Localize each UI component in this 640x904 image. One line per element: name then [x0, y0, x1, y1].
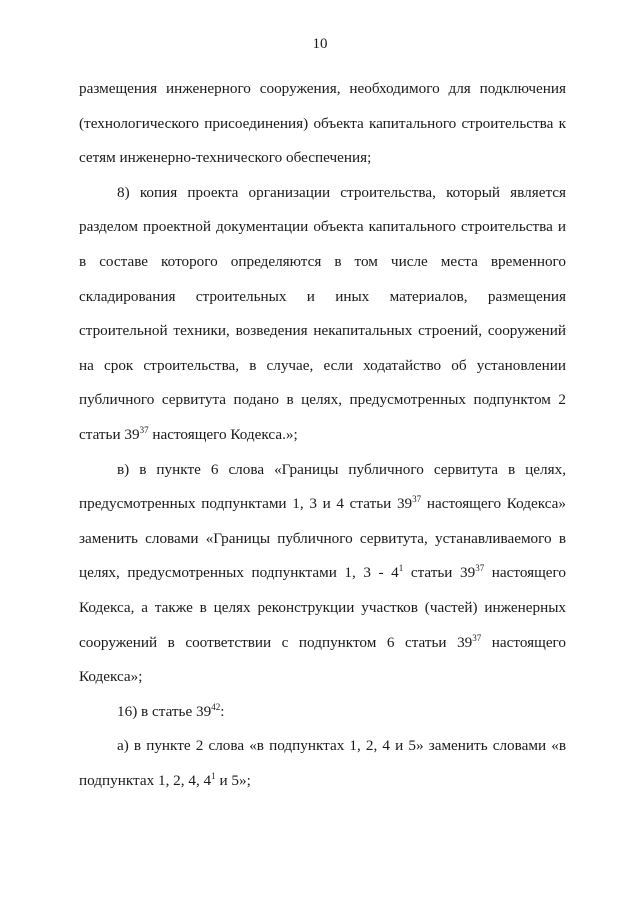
page-number: 10 [312, 36, 328, 52]
superscript: 42 [211, 701, 221, 712]
paragraph-item-v: в) в пункте 6 слова «Границы публичного сервитута в целях, предусмотренных подпунктами 1, 3 и 4 статьи $39^{37}$ настоящего Кодекса» заменить словами «Границы публичного сервитута, устанавливаемого в целях, предусмотренных подпунктами 1, $3 - 4^1$ статьи $39^{37}$ настоящего Кодекса, а также в целях реконструкции участков (частей) инженерных сооружений в соответствии с подпунктом 6 статьи $39^{37}$ настоящего Кодекса»; [79, 460, 566, 686]
superscript: 37 [472, 632, 482, 643]
paragraph-item-16: 16) в статье $39^{42}$: [117, 701, 225, 720]
paragraph-continuation: размещения инженерного сооружения, необходимого для подключения (технологического присоединения) объекта капитального строительства к сетям инженерно-технического обеспечения; [79, 80, 566, 167]
paragraph-item-a: а) в пункте 2 слова «в подпунктах 1, 2, 4 и 5» заменить словами «в подпунктах 1, 2, 4, $4^1$ и 5»; [79, 737, 566, 789]
superscript: 37 [139, 424, 149, 435]
superscript: 1 [211, 770, 216, 781]
superscript: 1 [398, 563, 404, 574]
document-body [79, 72, 566, 798]
superscript: 37 [412, 494, 422, 505]
paragraph-item-8: 8) копия проекта организации строительства, который является разделом проектной документации объекта капитального строительства и в составе которого определяются в том числе места временного складирования строительных и иных материалов, размещения строительной техники, возведения некапитальных строений, сооружений на срок строительства, в случае, если ходатайство об установлении публичного сервитута подано в целях, предусмотренных подпунктом 2 статьи $39^{37}$ настоящего Кодекса.»; [79, 183, 566, 443]
superscript: 37 [475, 563, 485, 574]
